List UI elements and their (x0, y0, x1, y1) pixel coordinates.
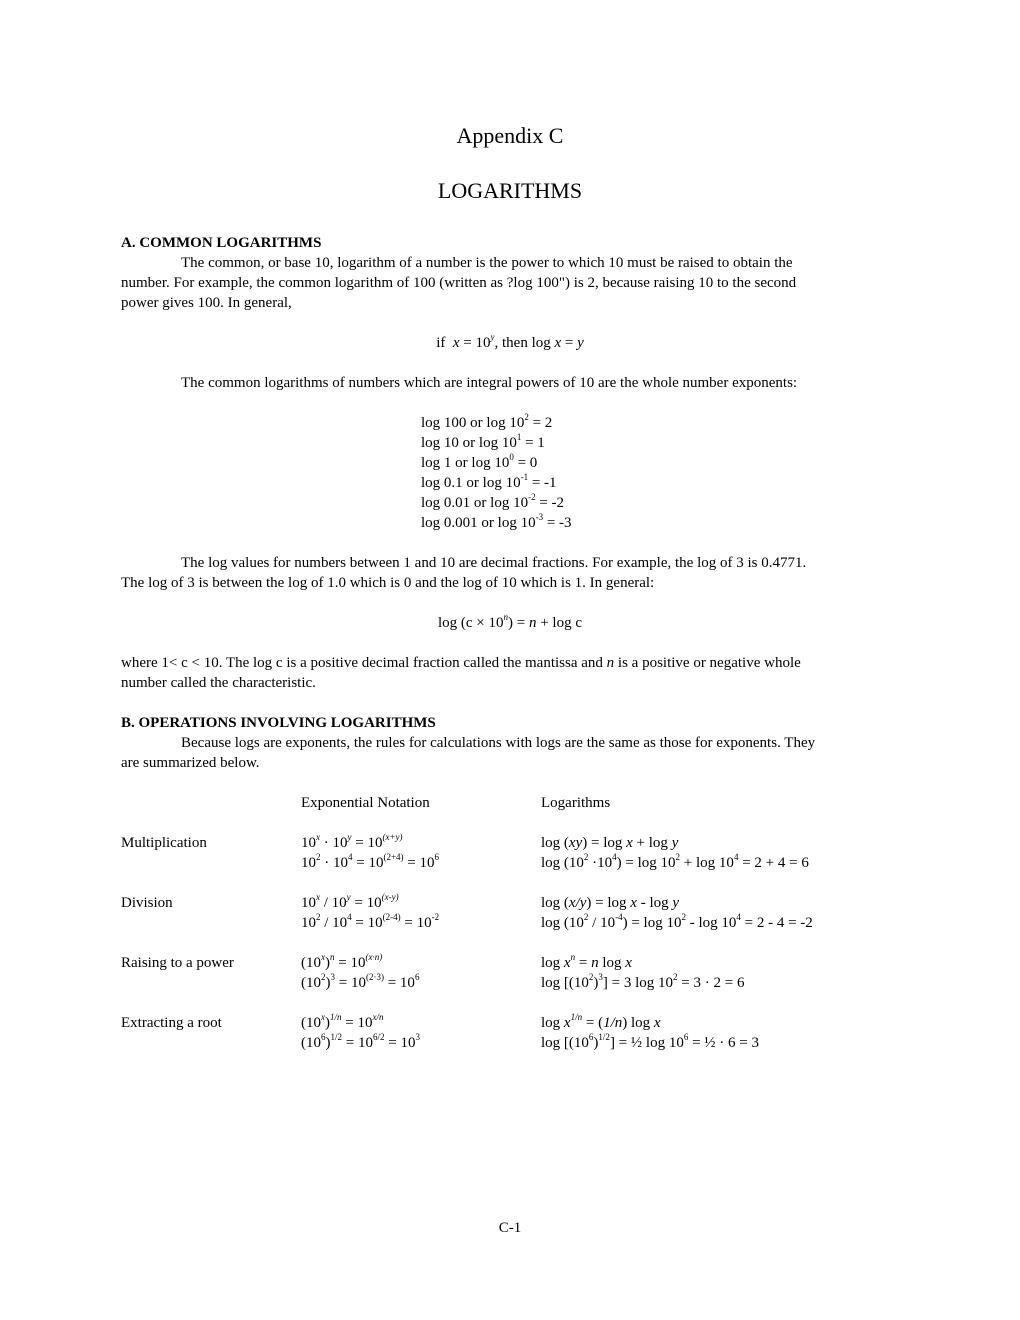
mult-log-example: $\log (10^2 \cdot 10^4) = \log 10^2 + \log 10^4 = 2 + 4 = 6$ (541, 852, 809, 871)
pow-log-rule: $\log x^n = n$ log x (541, 952, 632, 971)
decimal-line1: The log values for numbers between 1 and 10 are decimal fractions. For example, the log of 3 is 0.4771. (181, 555, 807, 571)
pow-log-example: $\log [(10^2)^3] = 3$ $\log 10^2 = 3 \cdot 2 = 6$ (541, 972, 745, 991)
mult-exp-example: $10^2 \cdot 10^4 = 10^{(2+4)} = 10^6$ (301, 852, 440, 871)
page-subtitle: LOGARITHMS (437, 178, 583, 203)
general-formula: $\log (c \times 10^n) = n + \log c$ (437, 612, 583, 631)
div-log-rule: log (x/y) = log x - log y (541, 895, 680, 911)
root-log-example: $\log [(10^6)^{1/2}]$ = ½ $\log 10^6$ = ½ · 6 = 3 (541, 1032, 760, 1051)
root-exp-example: $(10^6)^{1/2} = 10^{6/2} = 10^3$ (301, 1032, 420, 1051)
section-a-heading: A. COMMON LOGARITHMS (121, 235, 322, 251)
mult-log-rule: log (xy) = log x + log y (541, 835, 679, 851)
section-a-intro-line2: number. For example, the common logarithm of 100 (written as ?log 100") is 2, because raising 10 to the second (121, 275, 797, 291)
section-a-intro-line3: power gives 100. In general, (121, 295, 292, 311)
decimal-line2: The log of 3 is between the log of 1.0 which is 0 and the log of 10 which is 1. In general: (121, 575, 655, 591)
root-exp-rule: $(10^x)^{1/n} = 10^{x/n}$ (301, 1012, 384, 1031)
section-b-heading: B. OPERATIONS INVOLVING LOGARITHMS (121, 715, 436, 731)
column-header-logarithms: Logarithms (541, 795, 611, 811)
section-a-intro-line1: The common, or base 10, logarithm of a number is the power to which 10 must be raised to obtain the (181, 255, 793, 271)
powers-row: log 1 or $\log 10^0 = 0$ (421, 452, 538, 471)
powers-row: log 0.001 or $\log 10^{-3} = -3$ (421, 512, 572, 531)
op-multiplication-label: Multiplication (121, 835, 207, 851)
root-log-rule: $\log x^{1/n} = (1/n)$ log x (541, 1012, 661, 1031)
section-b-intro-line1: Because logs are exponents, the rules for calculations with logs are the same as those for exponents. They (181, 735, 816, 751)
div-exp-rule: $10^x / 10^y = 10^{(x-y)}$ (301, 892, 399, 911)
where-line2: number called the characteristic. (121, 675, 316, 691)
powers-row: log 0.01 or $\log 10^{-2} = -2$ (421, 492, 565, 511)
page-title: Appendix C (456, 123, 564, 148)
div-log-example: $\log (10^2 / 10^{-4}) = \log 10^2 - \log 10^4 = 2 - 4 = -2$ (541, 912, 813, 931)
section-b-intro-line2: are summarized below. (121, 755, 260, 771)
op-root-label: Extracting a root (121, 1015, 222, 1031)
log-definition: if $x = 10^y$, then log x = y (436, 332, 584, 351)
div-exp-example: $10^2 / 10^4 = 10^{(2-4)} = 10^{-2}$ (301, 912, 440, 931)
column-header-exponential: Exponential Notation (301, 795, 430, 811)
op-division-label: Division (121, 895, 173, 911)
where-line1: where 1< c < 10. The log c is a positive decimal fraction called the mantissa and n is a positive or negative whole (121, 655, 801, 671)
powers-row: log 10 or $\log 10^1 = 1$ (421, 432, 545, 451)
powers-intro: The common logarithms of numbers which are integral powers of 10 are the whole number exponents: (181, 375, 798, 391)
page-number: C-1 (498, 1220, 522, 1236)
powers-row: log 0.1 or $\log 10^{-1} = -1$ (421, 472, 557, 491)
powers-list (421, 413, 572, 533)
mult-exp-rule: $10^x \cdot 10^y = 10^{(x+y)}$ (301, 832, 403, 851)
powers-row: log 100 or $\log 10^2 = 2$ (421, 412, 553, 431)
pow-exp-rule: $(10^x)^n = 10^{(x\cdot n)}$ (301, 952, 383, 971)
op-power-label: Raising to a power (121, 955, 234, 971)
pow-exp-example: $(10^2)^3 = 10^{(2\cdot 3)} = 10^6$ (301, 972, 420, 991)
